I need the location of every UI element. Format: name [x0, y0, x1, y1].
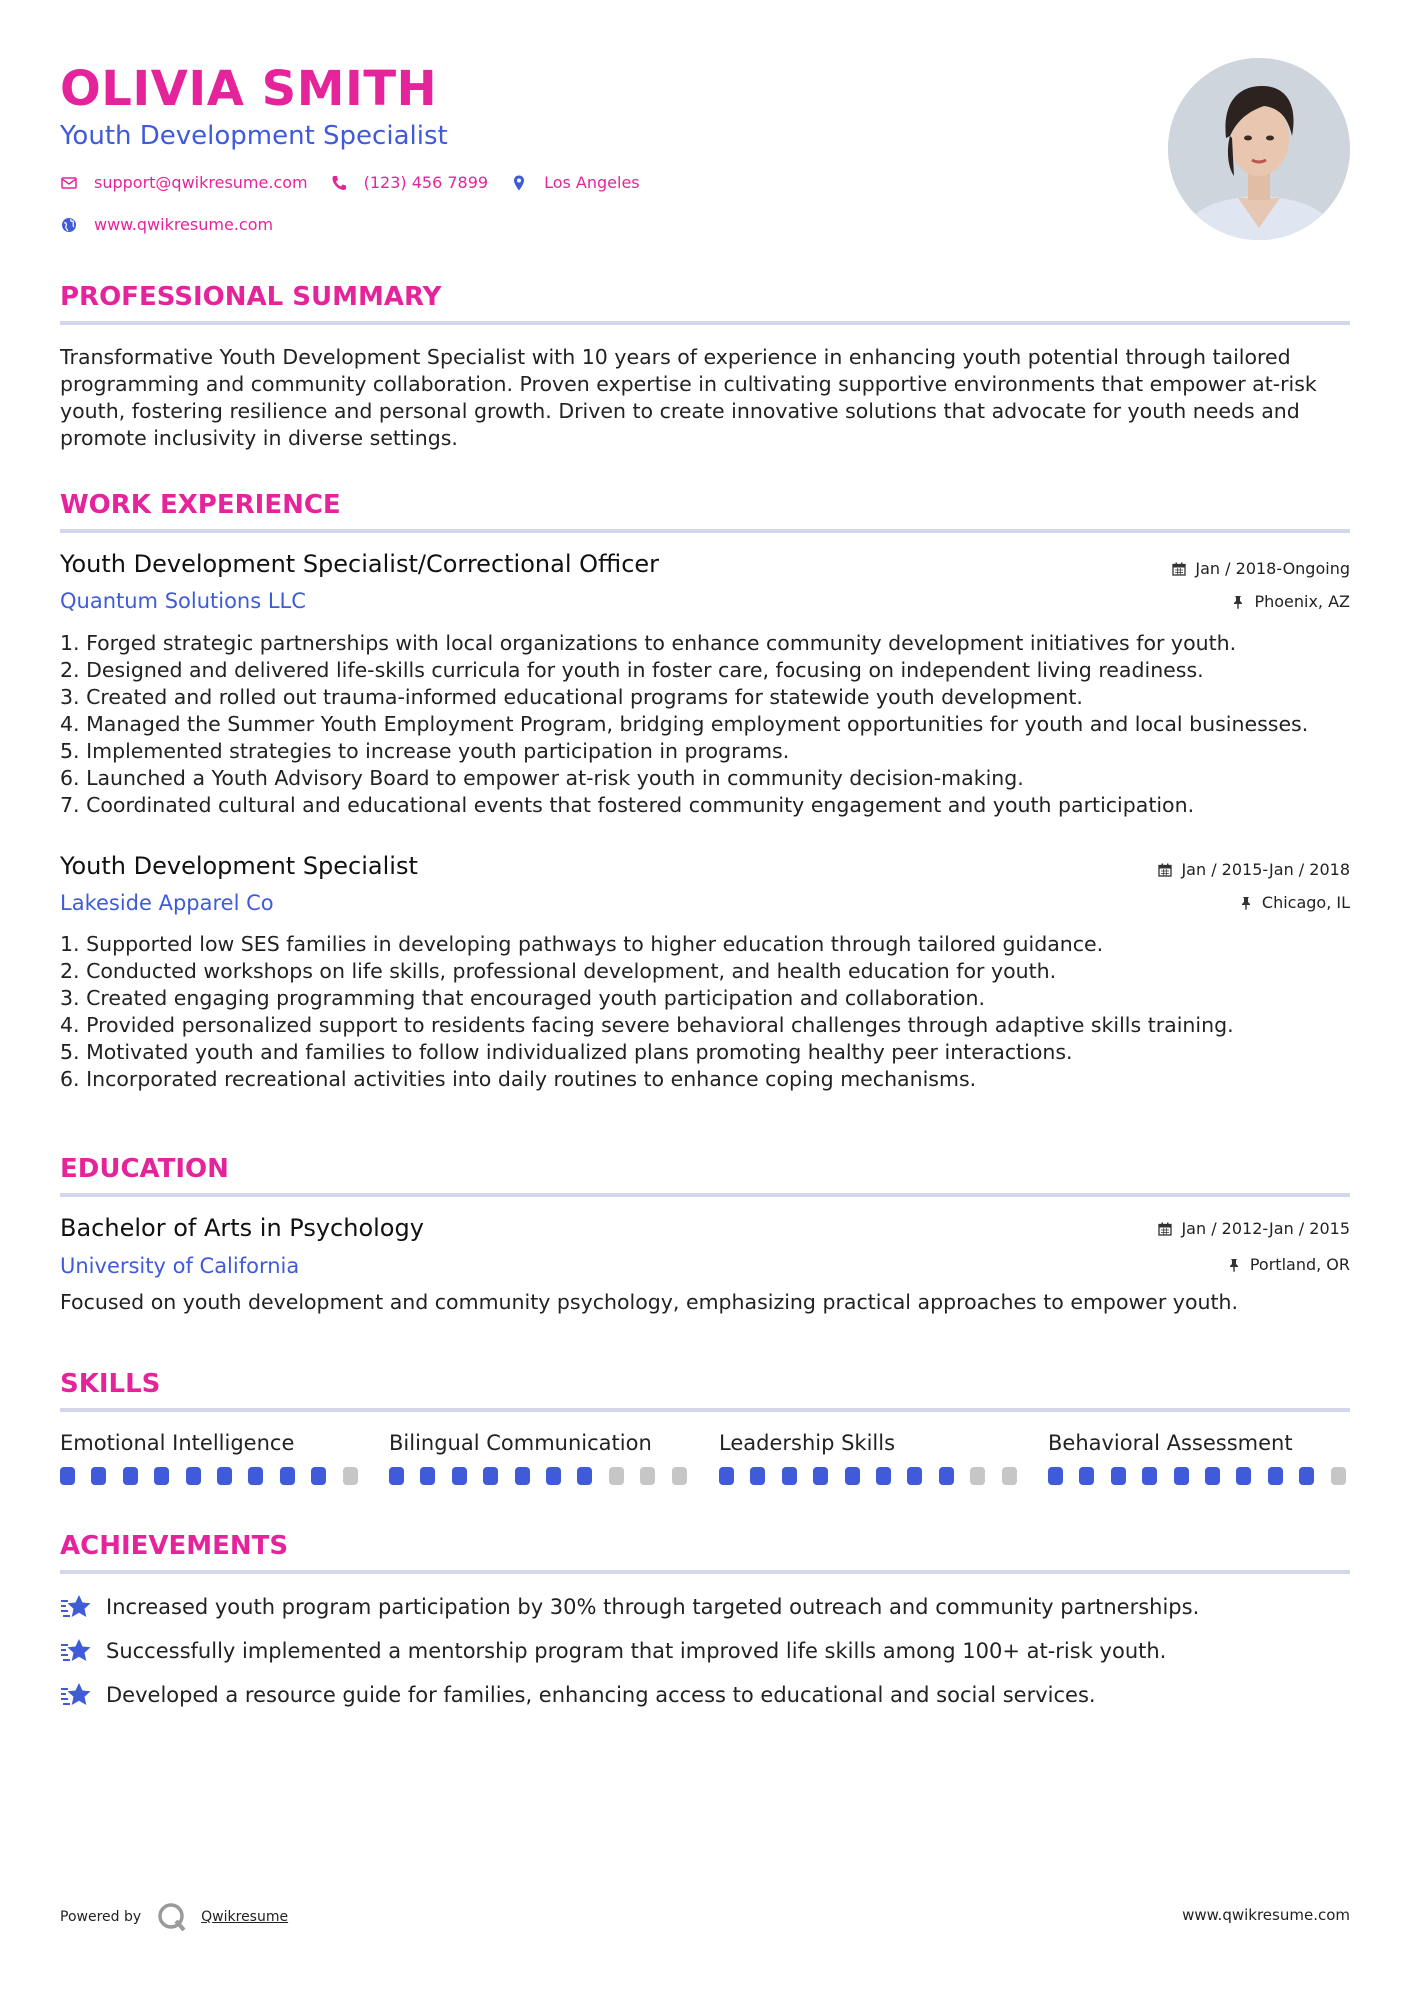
list-item: 3. Created engaging programming that encouraged youth participation and collaboration.: [60, 986, 985, 1010]
skill-dot-filled: [123, 1467, 138, 1485]
portrait-illustration: [1168, 58, 1350, 240]
phone-text: (123) 456 7899: [363, 173, 489, 192]
skill-dot-filled: [311, 1467, 326, 1485]
section-divider: [60, 529, 1350, 533]
skill-dot-empty: [609, 1467, 624, 1485]
job-bullets: [60, 931, 1360, 1093]
list-item: 7. Coordinated cultural and educational events that fostered community engagement and youth participation.: [60, 793, 1195, 817]
skill-dot-filled: [907, 1467, 922, 1485]
skill-dot-filled: [1205, 1467, 1220, 1485]
email-text: support@qwikresume.com: [94, 173, 308, 192]
job-location-text: Chicago, IL: [1261, 893, 1350, 912]
skill-dot-filled: [546, 1467, 561, 1485]
section-divider: [60, 1408, 1350, 1412]
pin-icon: [1239, 896, 1253, 910]
footer-website[interactable]: www.qwikresume.com: [1182, 1906, 1350, 1924]
section-title-achievements: ACHIEVEMENTS: [60, 1531, 289, 1561]
skill-name: Leadership Skills: [719, 1431, 896, 1455]
section-title-skills: SKILLS: [60, 1369, 161, 1399]
achievement-item: [60, 1681, 1096, 1709]
list-item: 6. Incorporated recreational activities into daily routines to enhance coping mechanisms.: [60, 1067, 977, 1091]
star-badge-icon: [60, 1637, 92, 1665]
qwikresume-logo-icon: [155, 1900, 189, 1934]
list-item: 4. Managed the Summer Youth Employment Program, bridging employment opportunities for youth and local businesses.: [60, 712, 1309, 736]
list-item: 3. Created and rolled out trauma-informed educational programs for statewide youth development.: [60, 685, 1083, 709]
envelope-icon: [60, 174, 78, 192]
skill-dot-filled: [750, 1467, 765, 1485]
job-dates: [1158, 860, 1350, 880]
skill-name: Emotional Intelligence: [60, 1431, 295, 1455]
summary-text: Transformative Youth Development Specialist with 10 years of experience in enhancing youth potential through tailored programming and community collaboration. Proven expertise in cultivating supportive environments that empower at-risk youth, fostering resilience and personal growth. Driven to create innovative solutions that advocate for youth needs and promote inclusivity in diverse settings.: [60, 345, 1317, 450]
star-badge-icon: [60, 1681, 92, 1709]
section-title-education: EDUCATION: [60, 1154, 229, 1184]
skill-dot-filled: [280, 1467, 295, 1485]
section-divider: [60, 1570, 1350, 1574]
skill-dot-filled: [452, 1467, 467, 1485]
skill-dot-filled: [91, 1467, 106, 1485]
skill-dot-filled: [1236, 1467, 1251, 1485]
skill-dot-filled: [1299, 1467, 1314, 1485]
job-location: [1239, 893, 1350, 913]
achievement-text: Increased youth program participation by 30% through targeted outreach and community partnerships.: [106, 1595, 1200, 1619]
skill-meter: [60, 1467, 374, 1485]
job-company: Quantum Solutions LLC: [60, 589, 306, 613]
skill-name: Behavioral Assessment: [1048, 1431, 1293, 1455]
profile-photo: [1168, 58, 1350, 240]
skill-dot-filled: [813, 1467, 828, 1485]
skill-dot-filled: [577, 1467, 592, 1485]
achievement-item: [60, 1593, 1199, 1621]
education-location: [1227, 1255, 1350, 1275]
pin-icon: [1231, 595, 1245, 609]
job-dates-text: Jan / 2015-Jan / 2018: [1181, 860, 1350, 879]
job-dates: [1172, 559, 1350, 579]
skill-dot-filled: [483, 1467, 498, 1485]
job-title: Youth Development Specialist/Correctional Officer: [60, 550, 660, 578]
skill-dot-filled: [1142, 1467, 1157, 1485]
skill-dot-filled: [217, 1467, 232, 1485]
job-bullets: [60, 630, 1360, 819]
job-company: Lakeside Apparel Co: [60, 891, 274, 915]
achievement-text: Developed a resource guide for families, enhancing access to educational and social services.: [106, 1683, 1096, 1707]
list-item: 2. Conducted workshops on life skills, professional development, and health education for youth.: [60, 959, 1057, 983]
list-item: 6. Launched a Youth Advisory Board to empower at-risk youth in community decision-making.: [60, 766, 1024, 790]
skill-meter: [719, 1467, 1033, 1485]
job-dates-text: Jan / 2018-Ongoing: [1195, 559, 1350, 578]
list-item: 2. Designed and delivered life-skills curricula for youth in foster care, focusing on independent living readiness.: [60, 658, 1204, 682]
skill-dot-empty: [1002, 1467, 1017, 1485]
globe-icon: [60, 216, 78, 234]
education-dates: [1158, 1219, 1350, 1239]
section-divider: [60, 1193, 1350, 1197]
skill-dot-empty: [343, 1467, 358, 1485]
skill-dot-filled: [154, 1467, 169, 1485]
brand-link[interactable]: Qwikresume: [201, 1909, 289, 1925]
phone-icon: [330, 174, 348, 192]
skill-dot-empty: [1331, 1467, 1346, 1485]
pin-icon: [1227, 1258, 1241, 1272]
achievement-text: Successfully implemented a mentorship program that improved life skills among 100+ at-risk youth.: [106, 1639, 1167, 1663]
contact-location: [510, 173, 640, 192]
list-item: 5. Motivated youth and families to follow individualized plans promoting healthy peer interactions.: [60, 1040, 1073, 1064]
job-title: Youth Development Specialist: [60, 852, 418, 880]
skill-meter: [1048, 1467, 1362, 1485]
contact-phone[interactable]: [330, 173, 488, 192]
contact-row-primary: [60, 173, 662, 192]
skill-dot-filled: [876, 1467, 891, 1485]
skill-dot-filled: [515, 1467, 530, 1485]
contact-email[interactable]: [60, 173, 308, 192]
skill-dot-empty: [640, 1467, 655, 1485]
skill-name: Bilingual Communication: [389, 1431, 652, 1455]
job-location-text: Phoenix, AZ: [1254, 592, 1350, 611]
contact-row-secondary: [60, 215, 295, 234]
candidate-name: OLIVIA SMITH: [60, 61, 438, 117]
degree-title: Bachelor of Arts in Psychology: [60, 1214, 424, 1242]
education-description: Focused on youth development and community psychology, emphasizing practical approaches to empower youth.: [60, 1290, 1239, 1314]
list-item: 5. Implemented strategies to increase youth participation in programs.: [60, 739, 790, 763]
list-item: 1. Forged strategic partnerships with local organizations to enhance community development initiatives for youth.: [60, 631, 1237, 655]
skill-dot-filled: [939, 1467, 954, 1485]
website-text: www.qwikresume.com: [94, 215, 274, 234]
skill-dot-filled: [1268, 1467, 1283, 1485]
skill-dot-filled: [845, 1467, 860, 1485]
skill-meter: [389, 1467, 703, 1485]
skill-dot-filled: [719, 1467, 734, 1485]
skill-dot-filled: [186, 1467, 201, 1485]
section-title-experience: WORK EXPERIENCE: [60, 490, 341, 520]
footer-powered-by: [60, 1900, 288, 1934]
powered-by-text: Powered by: [60, 1909, 142, 1925]
calendar-icon: [1172, 562, 1186, 576]
section-title-summary: PROFESSIONAL SUMMARY: [60, 282, 442, 312]
list-item: 4. Provided personalized support to residents facing severe behavioral challenges through adaptive skills training.: [60, 1013, 1234, 1037]
star-badge-icon: [60, 1593, 92, 1621]
skill-dot-filled: [60, 1467, 75, 1485]
education-location-text: Portland, OR: [1249, 1255, 1350, 1274]
skill-dot-filled: [389, 1467, 404, 1485]
skill-dot-filled: [1111, 1467, 1126, 1485]
location-text: Los Angeles: [544, 173, 640, 192]
skill-dot-filled: [782, 1467, 797, 1485]
school-name: University of California: [60, 1254, 300, 1278]
achievement-item: [60, 1637, 1166, 1665]
list-item: 1. Supported low SES families in developing pathways to higher education through tailored guidance.: [60, 932, 1104, 956]
skill-dot-filled: [420, 1467, 435, 1485]
job-location: [1231, 592, 1350, 612]
calendar-icon: [1158, 863, 1172, 877]
candidate-role: Youth Development Specialist: [60, 121, 448, 151]
section-divider: [60, 321, 1350, 325]
skill-dot-filled: [248, 1467, 263, 1485]
skill-dot-filled: [1079, 1467, 1094, 1485]
contact-website[interactable]: [60, 215, 273, 234]
education-dates-text: Jan / 2012-Jan / 2015: [1181, 1219, 1350, 1238]
skill-dot-empty: [672, 1467, 687, 1485]
skill-dot-filled: [1048, 1467, 1063, 1485]
skill-dot-filled: [1174, 1467, 1189, 1485]
skill-dot-empty: [970, 1467, 985, 1485]
map-marker-icon: [510, 174, 528, 192]
calendar-icon: [1158, 1222, 1172, 1236]
